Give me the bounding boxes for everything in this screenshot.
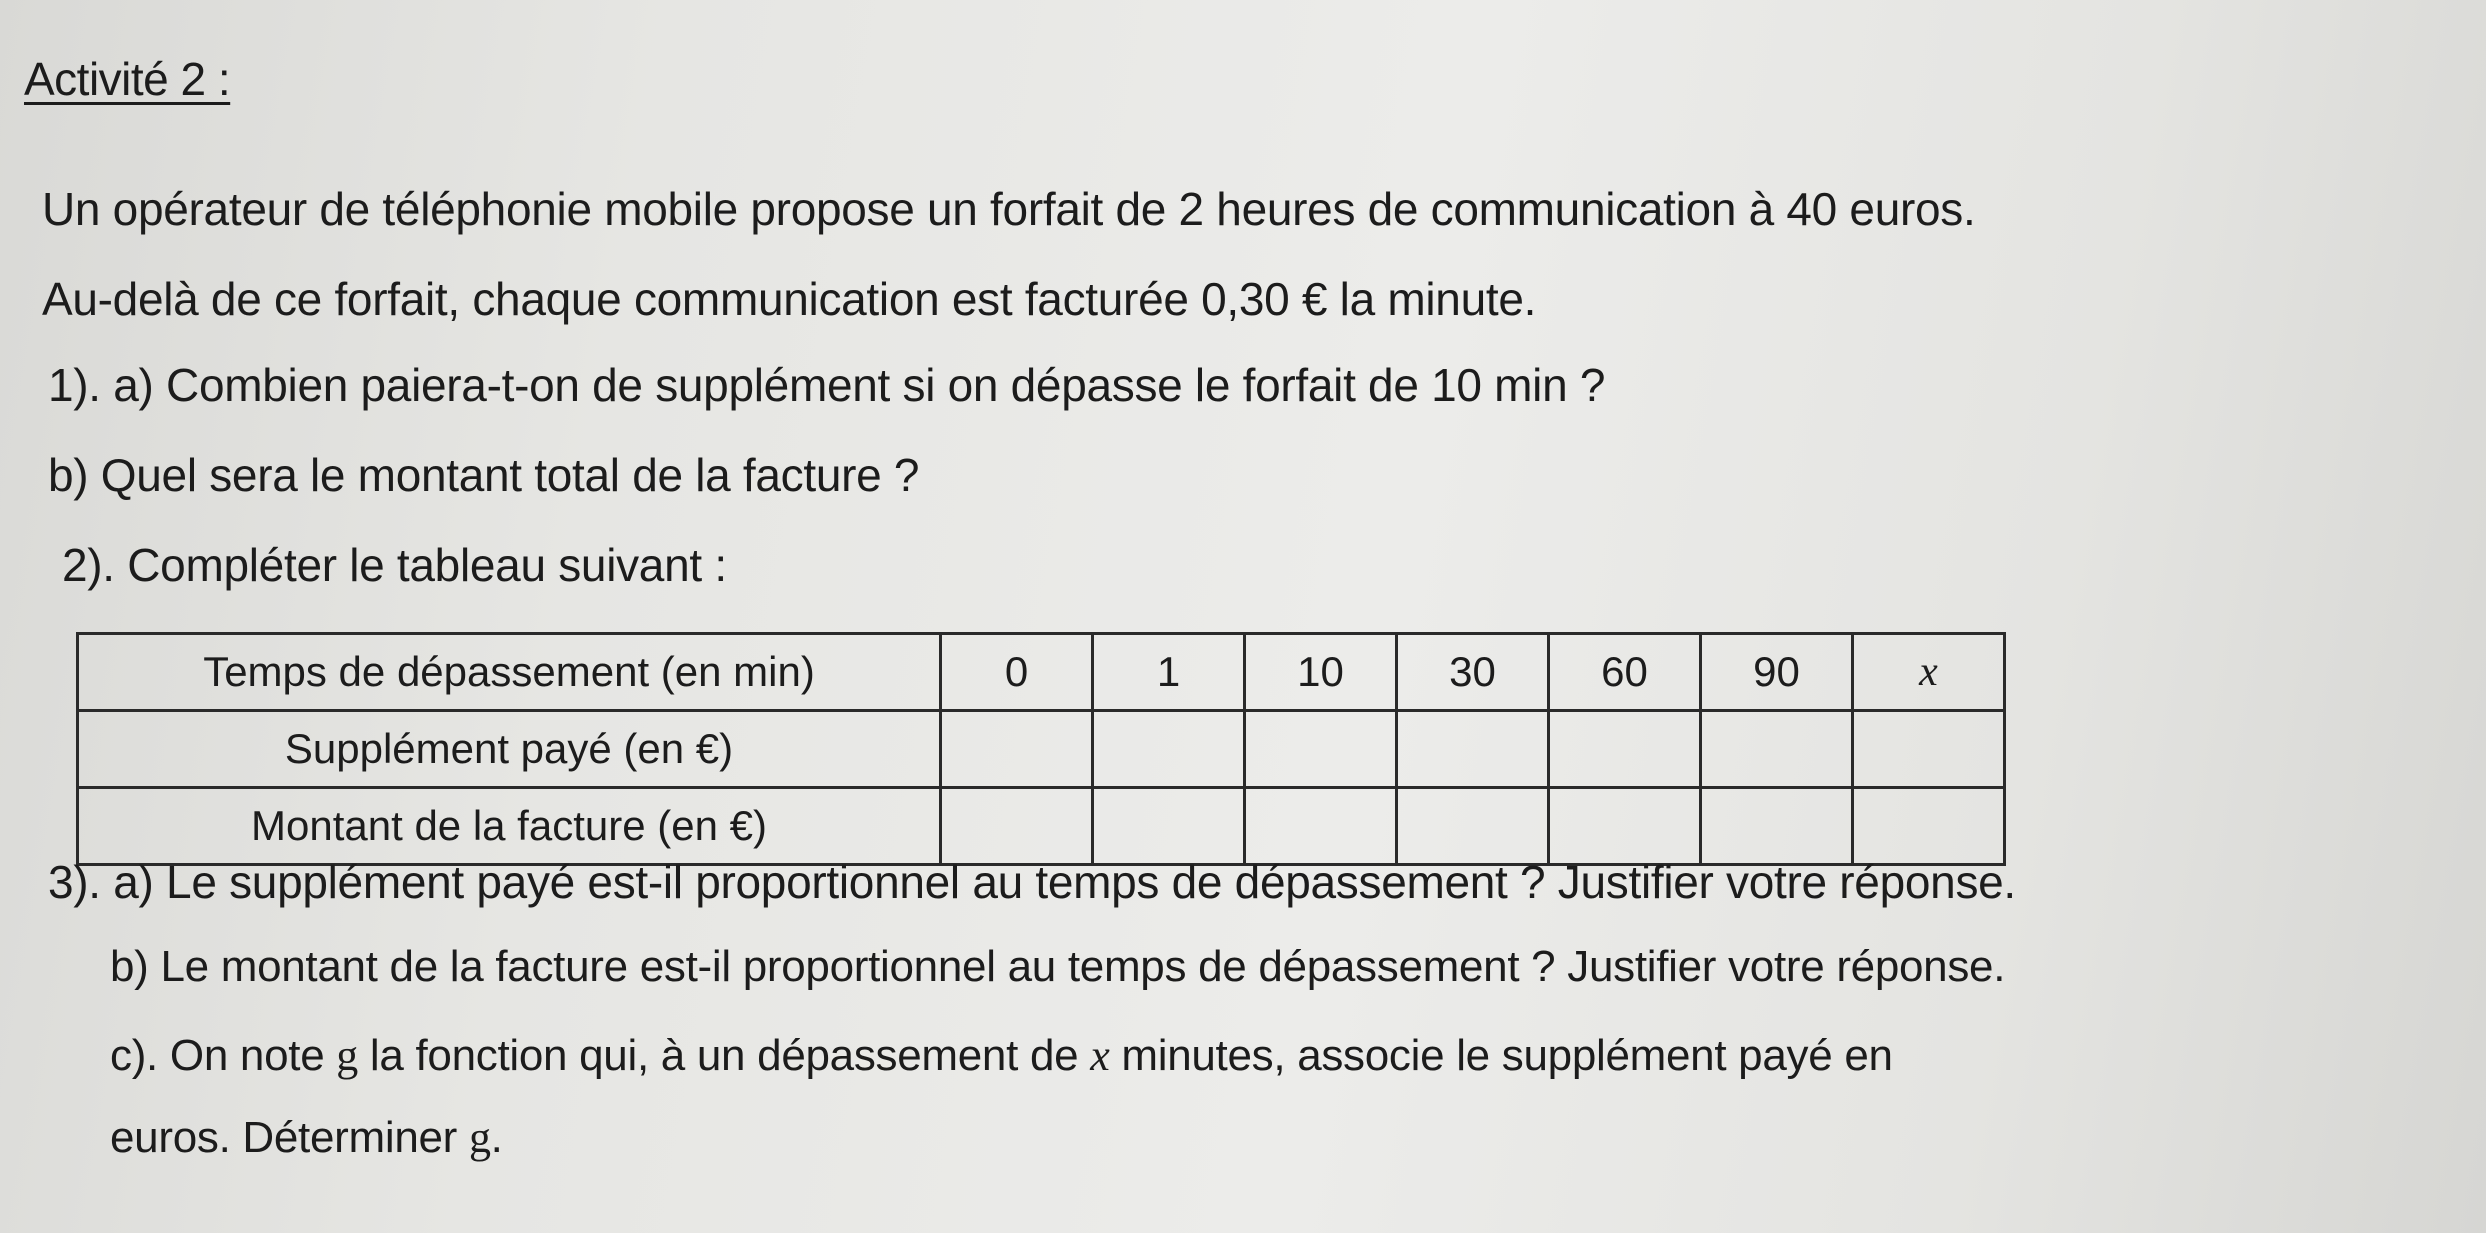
- invoice-answer-cell[interactable]: [1853, 788, 2005, 865]
- question-3c-text-1: c). On note: [110, 1031, 337, 1080]
- row-header-invoice: Montant de la facture (en €): [78, 788, 941, 865]
- question-3c-text-2: la fonction qui, à un dépassement de: [358, 1031, 1091, 1080]
- question-3c-continuation: [110, 1112, 503, 1163]
- invoice-answer-cell[interactable]: [1245, 788, 1397, 865]
- question-1a: 1). a) Combien paiera-t-on de supplément si on dépasse le forfait de 10 min ?: [48, 359, 1606, 411]
- activity-title: Activité 2 :: [24, 53, 231, 105]
- intro-line-1: Un opérateur de téléphonie mobile propose un forfait de 2 heures de communication à 40 euros.: [42, 183, 1976, 235]
- invoice-answer-cell[interactable]: [1701, 788, 1853, 865]
- question-3c-line2-end: .: [490, 1113, 503, 1162]
- supplement-answer-cell[interactable]: [1093, 711, 1245, 788]
- invoice-answer-cell[interactable]: [1093, 788, 1245, 865]
- time-cell-30: 30: [1397, 634, 1549, 711]
- time-cell-10: 10: [1245, 634, 1397, 711]
- time-cell-60: 60: [1549, 634, 1701, 711]
- supplement-answer-cell[interactable]: [1853, 711, 2005, 788]
- question-3a: 3). a) Le supplément payé est-il proportionnel au temps de dépassement ? Justifier votre réponse.: [48, 856, 2016, 908]
- row-header-time: Temps de dépassement (en min): [78, 634, 941, 711]
- invoice-answer-cell[interactable]: [1397, 788, 1549, 865]
- time-cell-90: 90: [1701, 634, 1853, 711]
- function-g-symbol: g: [468, 1113, 491, 1162]
- variable-x-symbol: x: [1090, 1031, 1110, 1080]
- intro-line-2: Au-delà de ce forfait, chaque communication est facturée 0,30 € la minute.: [42, 273, 1537, 325]
- time-cell-0: 0: [941, 634, 1093, 711]
- question-3b: b) Le montant de la facture est-il proportionnel au temps de dépassement ? Justifier votre réponse.: [110, 942, 2006, 991]
- time-cell-1: 1: [1093, 634, 1245, 711]
- question-3c-text-3: minutes, associe le supplément payé en: [1109, 1031, 1893, 1080]
- invoice-answer-cell[interactable]: [941, 788, 1093, 865]
- supplement-answer-cell[interactable]: [1549, 711, 1701, 788]
- question-1b: b) Quel sera le montant total de la facture ?: [48, 449, 920, 501]
- value-table: [76, 632, 2006, 866]
- table-row-supplement: [78, 711, 2005, 788]
- table-row-invoice: [78, 788, 2005, 865]
- question-3c: [110, 1030, 1893, 1081]
- supplement-answer-cell[interactable]: [1701, 711, 1853, 788]
- supplement-answer-cell[interactable]: [941, 711, 1093, 788]
- function-g-symbol: g: [336, 1031, 358, 1080]
- supplement-answer-cell[interactable]: [1397, 711, 1549, 788]
- row-header-supplement: Supplément payé (en €): [78, 711, 941, 788]
- supplement-answer-cell[interactable]: [1245, 711, 1397, 788]
- question-3c-line2-text: euros. Déterminer: [110, 1113, 469, 1162]
- time-cell-x: x: [1853, 634, 2005, 711]
- table-row-time: [78, 634, 2005, 711]
- question-2: 2). Compléter le tableau suivant :: [62, 539, 727, 591]
- invoice-answer-cell[interactable]: [1549, 788, 1701, 865]
